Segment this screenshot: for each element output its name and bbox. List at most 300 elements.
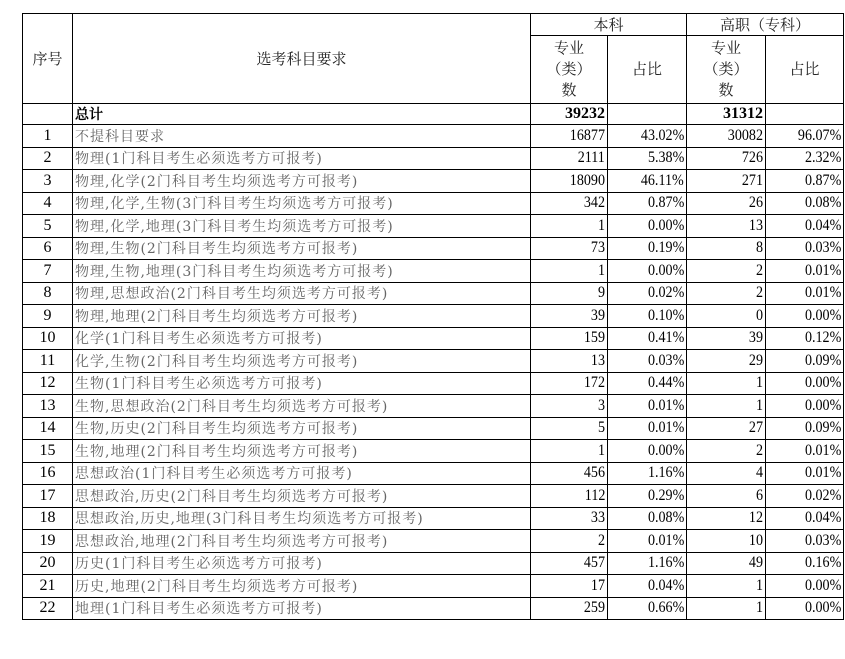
row-vocational-count xyxy=(687,147,766,170)
row-vocational-ratio xyxy=(766,530,844,553)
row-vocational-ratio xyxy=(766,170,844,193)
row-requirement-text: 生物(1门科目考生必须选考方可报考) xyxy=(75,376,323,393)
row-undergrad-count xyxy=(531,372,608,395)
row-vocational-count xyxy=(687,530,766,553)
row-undergrad-ratio xyxy=(608,440,687,463)
row-undergrad-ratio-text: 0.01% xyxy=(647,531,685,549)
row-undergrad-ratio-text: 0.66% xyxy=(647,599,685,617)
row-undergrad-ratio-text: 0.00% xyxy=(647,441,685,459)
row-requirement-text: 物理,生物,地理(3门科目考生均须选考方可报考) xyxy=(75,263,394,280)
row-vocational-ratio xyxy=(766,215,844,238)
row-vocational-count-text: 26 xyxy=(748,194,764,212)
row-vocational-ratio-text: 0.09% xyxy=(804,419,842,437)
table-row xyxy=(23,485,844,508)
row-undergrad-ratio-text: 0.87% xyxy=(647,194,685,212)
table-row xyxy=(23,575,844,598)
row-undergrad-ratio-text: 0.19% xyxy=(647,239,685,257)
row-vocational-count xyxy=(687,372,766,395)
row-seq xyxy=(23,552,73,575)
row-undergrad-ratio xyxy=(608,215,687,238)
row-undergrad-ratio-text: 0.08% xyxy=(647,509,685,527)
row-seq xyxy=(23,530,73,553)
row-undergrad-count-text: 172 xyxy=(583,374,605,392)
row-vocational-count-text: 2 xyxy=(755,441,764,459)
row-undergrad-ratio xyxy=(608,597,687,620)
total-row xyxy=(23,104,844,125)
table-row xyxy=(23,507,844,530)
row-requirement xyxy=(73,327,531,350)
row-seq-text: 15 xyxy=(39,441,56,459)
row-undergrad-ratio-text: 0.00% xyxy=(647,216,685,234)
row-vocational-ratio xyxy=(766,507,844,530)
table-row xyxy=(23,597,844,620)
row-vocational-ratio-text: 0.01% xyxy=(804,261,842,279)
row-vocational-ratio-text: 0.04% xyxy=(804,509,842,527)
row-vocational-count-text: 49 xyxy=(748,554,764,572)
row-vocational-ratio-text: 2.32% xyxy=(804,149,842,167)
row-undergrad-count xyxy=(531,440,608,463)
row-undergrad-ratio xyxy=(608,327,687,350)
row-requirement xyxy=(73,192,531,215)
row-vocational-ratio-text: 0.01% xyxy=(804,441,842,459)
row-vocational-ratio-text: 0.04% xyxy=(804,216,842,234)
row-vocational-ratio-text: 0.02% xyxy=(804,486,842,504)
row-seq-text: 7 xyxy=(43,261,52,279)
row-undergrad-count xyxy=(531,282,608,305)
row-undergrad-ratio xyxy=(608,260,687,283)
header-seq: 序号 xyxy=(23,14,73,104)
row-requirement-text: 生物,地理(2门科目考生均须选考方可报考) xyxy=(75,443,359,460)
row-vocational-count xyxy=(687,575,766,598)
row-vocational-ratio xyxy=(766,305,844,328)
header-undergrad: 本科 xyxy=(531,14,687,36)
row-vocational-count-text: 13 xyxy=(748,216,764,234)
row-requirement-text: 不提科目要求 xyxy=(75,128,165,145)
row-undergrad-ratio xyxy=(608,125,687,148)
row-undergrad-count-text: 18090 xyxy=(569,171,605,189)
row-vocational-count-text: 1 xyxy=(755,396,764,414)
row-undergrad-count xyxy=(531,507,608,530)
row-vocational-ratio xyxy=(766,417,844,440)
header-vocational-ratio: 占比 xyxy=(766,36,844,104)
row-vocational-count xyxy=(687,260,766,283)
row-vocational-count-text: 271 xyxy=(741,171,764,189)
row-seq xyxy=(23,350,73,373)
row-seq-text: 1 xyxy=(43,126,52,144)
row-seq-text: 16 xyxy=(39,464,56,482)
row-undergrad-count xyxy=(531,417,608,440)
row-requirement xyxy=(73,597,531,620)
row-undergrad-ratio xyxy=(608,170,687,193)
row-vocational-count-text: 39 xyxy=(748,329,764,347)
row-seq xyxy=(23,237,73,260)
row-undergrad-count xyxy=(531,192,608,215)
row-requirement xyxy=(73,440,531,463)
row-seq xyxy=(23,192,73,215)
row-undergrad-ratio-text: 0.00% xyxy=(647,261,685,279)
row-seq xyxy=(23,597,73,620)
row-seq xyxy=(23,170,73,193)
row-undergrad-count xyxy=(531,530,608,553)
table-row xyxy=(23,125,844,148)
row-requirement xyxy=(73,462,531,485)
row-undergrad-count-text: 2111 xyxy=(577,149,605,167)
row-requirement xyxy=(73,260,531,283)
row-vocational-count-text: 726 xyxy=(741,149,764,167)
row-vocational-count xyxy=(687,597,766,620)
row-requirement xyxy=(73,552,531,575)
row-seq-text: 20 xyxy=(39,554,56,572)
row-undergrad-ratio xyxy=(608,305,687,328)
row-undergrad-ratio xyxy=(608,147,687,170)
row-vocational-ratio xyxy=(766,395,844,418)
row-vocational-count-text: 2 xyxy=(755,284,764,302)
row-undergrad-ratio-text: 46.11% xyxy=(641,171,685,189)
row-vocational-ratio-text: 0.03% xyxy=(804,531,842,549)
row-undergrad-ratio xyxy=(608,282,687,305)
row-requirement xyxy=(73,395,531,418)
row-seq-text: 10 xyxy=(39,329,56,347)
row-requirement-text: 地理(1门科目考生必须选考方可报考) xyxy=(75,601,323,618)
row-undergrad-count-text: 159 xyxy=(583,329,605,347)
row-vocational-count-text: 1 xyxy=(755,374,764,392)
row-vocational-count xyxy=(687,237,766,260)
total-label: 总计 xyxy=(73,104,531,125)
table-row xyxy=(23,395,844,418)
row-undergrad-count-text: 1 xyxy=(597,216,605,234)
row-requirement-text: 思想政治,地理(2门科目考生均须选考方可报考) xyxy=(75,533,389,550)
row-undergrad-count-text: 3 xyxy=(597,396,605,414)
row-requirement-text: 生物,思想政治(2门科目考生均须选考方可报考) xyxy=(75,398,389,415)
table-row xyxy=(23,552,844,575)
row-requirement-text: 物理,地理(2门科目考生均须选考方可报考) xyxy=(75,308,359,325)
row-undergrad-count xyxy=(531,552,608,575)
row-requirement-text: 生物,历史(2门科目考生均须选考方可报考) xyxy=(75,421,359,438)
table-row xyxy=(23,440,844,463)
row-vocational-ratio-text: 0.00% xyxy=(804,374,842,392)
row-seq xyxy=(23,305,73,328)
row-undergrad-ratio xyxy=(608,485,687,508)
row-undergrad-count xyxy=(531,125,608,148)
row-vocational-ratio-text: 0.01% xyxy=(804,284,842,302)
row-undergrad-ratio xyxy=(608,530,687,553)
row-undergrad-count xyxy=(531,237,608,260)
row-vocational-count xyxy=(687,507,766,530)
row-undergrad-count-text: 13 xyxy=(590,351,605,369)
subject-requirements-table xyxy=(22,13,844,620)
row-vocational-ratio-text: 0.00% xyxy=(804,599,842,617)
row-seq xyxy=(23,260,73,283)
row-vocational-count xyxy=(687,350,766,373)
row-undergrad-count-text: 33 xyxy=(590,509,605,527)
row-requirement-text: 物理,化学,地理(3门科目考生均须选考方可报考) xyxy=(75,218,394,235)
row-seq-text: 14 xyxy=(39,419,56,437)
row-vocational-count xyxy=(687,552,766,575)
row-requirement xyxy=(73,282,531,305)
row-requirement-text: 思想政治,历史(2门科目考生均须选考方可报考) xyxy=(75,488,389,505)
row-undergrad-count-text: 73 xyxy=(590,239,605,257)
row-undergrad-ratio-text: 0.03% xyxy=(647,351,685,369)
row-seq-text: 12 xyxy=(39,374,56,392)
header-undergrad-count: 专业 （类） 数 xyxy=(531,36,608,104)
row-undergrad-ratio xyxy=(608,192,687,215)
table-row xyxy=(23,282,844,305)
row-undergrad-ratio xyxy=(608,417,687,440)
row-seq xyxy=(23,395,73,418)
row-seq xyxy=(23,485,73,508)
row-requirement-text: 历史(1门科目考生必须选考方可报考) xyxy=(75,556,323,573)
row-seq xyxy=(23,372,73,395)
row-seq xyxy=(23,440,73,463)
row-undergrad-count-text: 1 xyxy=(597,261,605,279)
table-row xyxy=(23,462,844,485)
row-requirement xyxy=(73,237,531,260)
header-requirement: 选考科目要求 xyxy=(73,14,531,104)
row-vocational-ratio-text: 0.87% xyxy=(804,171,842,189)
row-undergrad-count-text: 1 xyxy=(597,441,605,459)
row-vocational-ratio xyxy=(766,260,844,283)
row-undergrad-count xyxy=(531,485,608,508)
row-undergrad-count-text: 5 xyxy=(597,419,605,437)
row-requirement-text: 思想政治,历史,地理(3门科目考生均须选考方可报考) xyxy=(75,511,424,528)
row-vocational-count-text: 0 xyxy=(755,306,764,324)
row-seq-text: 21 xyxy=(39,576,56,594)
row-requirement xyxy=(73,372,531,395)
row-undergrad-count xyxy=(531,170,608,193)
row-undergrad-ratio xyxy=(608,372,687,395)
row-seq xyxy=(23,215,73,238)
row-vocational-count xyxy=(687,440,766,463)
row-undergrad-ratio xyxy=(608,395,687,418)
row-requirement xyxy=(73,125,531,148)
table-row xyxy=(23,215,844,238)
row-vocational-count xyxy=(687,215,766,238)
row-requirement xyxy=(73,417,531,440)
row-vocational-count xyxy=(687,462,766,485)
row-undergrad-count xyxy=(531,597,608,620)
row-undergrad-ratio-text: 0.41% xyxy=(647,329,685,347)
row-vocational-ratio xyxy=(766,125,844,148)
row-undergrad-ratio-text: 43.02% xyxy=(640,126,685,144)
row-vocational-ratio xyxy=(766,462,844,485)
header-vocational-count: 专业 （类） 数 xyxy=(687,36,766,104)
row-undergrad-ratio xyxy=(608,552,687,575)
row-vocational-count-text: 29 xyxy=(748,351,764,369)
total-seq xyxy=(23,104,73,125)
row-seq-text: 9 xyxy=(43,306,52,324)
row-undergrad-ratio xyxy=(608,350,687,373)
row-vocational-ratio xyxy=(766,327,844,350)
row-seq-text: 19 xyxy=(39,531,56,549)
row-vocational-ratio xyxy=(766,282,844,305)
row-undergrad-count xyxy=(531,462,608,485)
table-row xyxy=(23,170,844,193)
table-row xyxy=(23,147,844,170)
row-undergrad-ratio xyxy=(608,462,687,485)
row-vocational-count xyxy=(687,170,766,193)
row-undergrad-ratio-text: 0.01% xyxy=(647,419,685,437)
row-requirement-text: 物理,化学(2门科目考生均须选考方可报考) xyxy=(75,173,359,190)
row-undergrad-count-text: 456 xyxy=(583,464,605,482)
row-vocational-ratio-text: 96.07% xyxy=(797,126,842,144)
row-undergrad-ratio-text: 1.16% xyxy=(647,464,685,482)
row-seq xyxy=(23,462,73,485)
table-row xyxy=(23,260,844,283)
row-seq-text: 6 xyxy=(43,239,52,257)
row-vocational-ratio xyxy=(766,372,844,395)
row-vocational-ratio-text: 0.00% xyxy=(804,306,842,324)
row-undergrad-count-text: 259 xyxy=(583,599,605,617)
row-requirement xyxy=(73,305,531,328)
row-undergrad-count xyxy=(531,260,608,283)
table-row xyxy=(23,305,844,328)
total-vocational-ratio xyxy=(766,104,844,125)
row-undergrad-count-text: 457 xyxy=(583,554,605,572)
row-undergrad-count-text: 2 xyxy=(597,531,605,549)
row-seq-text: 22 xyxy=(39,599,56,617)
table-row xyxy=(23,192,844,215)
row-vocational-ratio xyxy=(766,440,844,463)
row-vocational-count-text: 1 xyxy=(755,599,764,617)
total-undergrad-count: 39232 xyxy=(531,104,608,125)
row-undergrad-count xyxy=(531,305,608,328)
row-vocational-count-text: 12 xyxy=(748,509,764,527)
row-requirement-text: 物理,生物(2门科目考生均须选考方可报考) xyxy=(75,241,359,258)
row-vocational-ratio xyxy=(766,237,844,260)
row-undergrad-count-text: 39 xyxy=(590,306,605,324)
row-requirement xyxy=(73,147,531,170)
row-vocational-ratio-text: 0.12% xyxy=(804,329,842,347)
row-undergrad-count-text: 9 xyxy=(597,284,605,302)
row-undergrad-ratio-text: 0.04% xyxy=(647,576,685,594)
header-undergrad-ratio: 占比 xyxy=(608,36,687,104)
total-undergrad-ratio xyxy=(608,104,687,125)
row-undergrad-count-text: 112 xyxy=(584,486,605,504)
row-undergrad-ratio xyxy=(608,507,687,530)
row-requirement-text: 化学(1门科目考生必须选考方可报考) xyxy=(75,331,323,348)
row-vocational-count xyxy=(687,485,766,508)
row-undergrad-ratio-text: 0.02% xyxy=(647,284,685,302)
total-vocational-count: 31312 xyxy=(687,104,766,125)
table-row xyxy=(23,327,844,350)
row-seq xyxy=(23,327,73,350)
row-requirement xyxy=(73,215,531,238)
row-vocational-count-text: 4 xyxy=(755,464,764,482)
row-undergrad-ratio-text: 0.01% xyxy=(647,396,685,414)
row-seq-text: 11 xyxy=(39,351,56,369)
row-requirement xyxy=(73,530,531,553)
row-seq-text: 18 xyxy=(39,509,56,527)
row-vocational-ratio xyxy=(766,552,844,575)
row-seq xyxy=(23,147,73,170)
header-vocational: 高职（专科） xyxy=(687,14,844,36)
row-seq xyxy=(23,507,73,530)
row-undergrad-count xyxy=(531,327,608,350)
row-undergrad-count xyxy=(531,395,608,418)
row-vocational-count xyxy=(687,417,766,440)
row-undergrad-count xyxy=(531,350,608,373)
row-undergrad-ratio-text: 0.44% xyxy=(647,374,685,392)
row-requirement-text: 物理,思想政治(2门科目考生均须选考方可报考) xyxy=(75,286,389,303)
row-undergrad-count-text: 16877 xyxy=(569,126,605,144)
row-requirement-text: 化学,生物(2门科目考生均须选考方可报考) xyxy=(75,353,359,370)
row-vocational-ratio xyxy=(766,350,844,373)
row-seq-text: 8 xyxy=(43,284,52,302)
row-vocational-ratio-text: 0.00% xyxy=(804,396,842,414)
row-requirement xyxy=(73,170,531,193)
row-vocational-count-text: 30082 xyxy=(727,126,764,144)
row-undergrad-count-text: 342 xyxy=(583,194,605,212)
row-requirement xyxy=(73,575,531,598)
row-vocational-count-text: 27 xyxy=(748,419,764,437)
row-seq xyxy=(23,417,73,440)
row-vocational-ratio xyxy=(766,597,844,620)
row-seq-text: 13 xyxy=(39,396,56,414)
row-seq xyxy=(23,575,73,598)
row-vocational-ratio-text: 0.09% xyxy=(804,351,842,369)
row-seq-text: 2 xyxy=(43,149,52,167)
row-vocational-count xyxy=(687,395,766,418)
row-vocational-count-text: 6 xyxy=(755,486,764,504)
row-vocational-count-text: 8 xyxy=(755,239,764,257)
row-vocational-count xyxy=(687,327,766,350)
row-seq-text: 4 xyxy=(43,194,52,212)
row-undergrad-ratio-text: 1.16% xyxy=(647,554,685,572)
row-requirement-text: 历史,地理(2门科目考生均须选考方可报考) xyxy=(75,578,359,595)
row-vocational-ratio-text: 0.16% xyxy=(804,554,842,572)
row-seq xyxy=(23,282,73,305)
row-undergrad-count-text: 17 xyxy=(590,576,605,594)
row-vocational-ratio-text: 0.01% xyxy=(804,464,842,482)
row-requirement-text: 物理(1门科目考生必须选考方可报考) xyxy=(75,151,323,168)
row-undergrad-ratio xyxy=(608,575,687,598)
row-seq-text: 5 xyxy=(43,216,52,234)
table-row xyxy=(23,372,844,395)
row-vocational-ratio xyxy=(766,147,844,170)
row-undergrad-ratio xyxy=(608,237,687,260)
table-row xyxy=(23,350,844,373)
row-undergrad-ratio-text: 0.29% xyxy=(647,486,685,504)
row-undergrad-count xyxy=(531,147,608,170)
row-vocational-ratio-text: 0.00% xyxy=(804,576,842,594)
row-requirement-text: 思想政治(1门科目考生必须选考方可报考) xyxy=(75,466,353,483)
row-requirement xyxy=(73,350,531,373)
row-vocational-count-text: 1 xyxy=(755,576,764,594)
row-vocational-ratio-text: 0.08% xyxy=(804,194,842,212)
row-vocational-ratio xyxy=(766,575,844,598)
table-row xyxy=(23,530,844,553)
row-undergrad-ratio-text: 5.38% xyxy=(647,149,685,167)
row-requirement xyxy=(73,485,531,508)
row-vocational-ratio-text: 0.03% xyxy=(804,239,842,257)
row-vocational-count-text: 2 xyxy=(755,261,764,279)
row-undergrad-ratio-text: 0.10% xyxy=(647,306,685,324)
table-row xyxy=(23,237,844,260)
row-vocational-count xyxy=(687,282,766,305)
row-seq-text: 3 xyxy=(43,171,52,189)
row-undergrad-count xyxy=(531,215,608,238)
row-requirement xyxy=(73,507,531,530)
row-vocational-count-text: 10 xyxy=(748,531,764,549)
table-row xyxy=(23,417,844,440)
row-vocational-ratio xyxy=(766,192,844,215)
row-vocational-ratio xyxy=(766,485,844,508)
row-vocational-count xyxy=(687,125,766,148)
row-vocational-count xyxy=(687,305,766,328)
row-seq-text: 17 xyxy=(39,486,56,504)
row-undergrad-count xyxy=(531,575,608,598)
row-seq xyxy=(23,125,73,148)
